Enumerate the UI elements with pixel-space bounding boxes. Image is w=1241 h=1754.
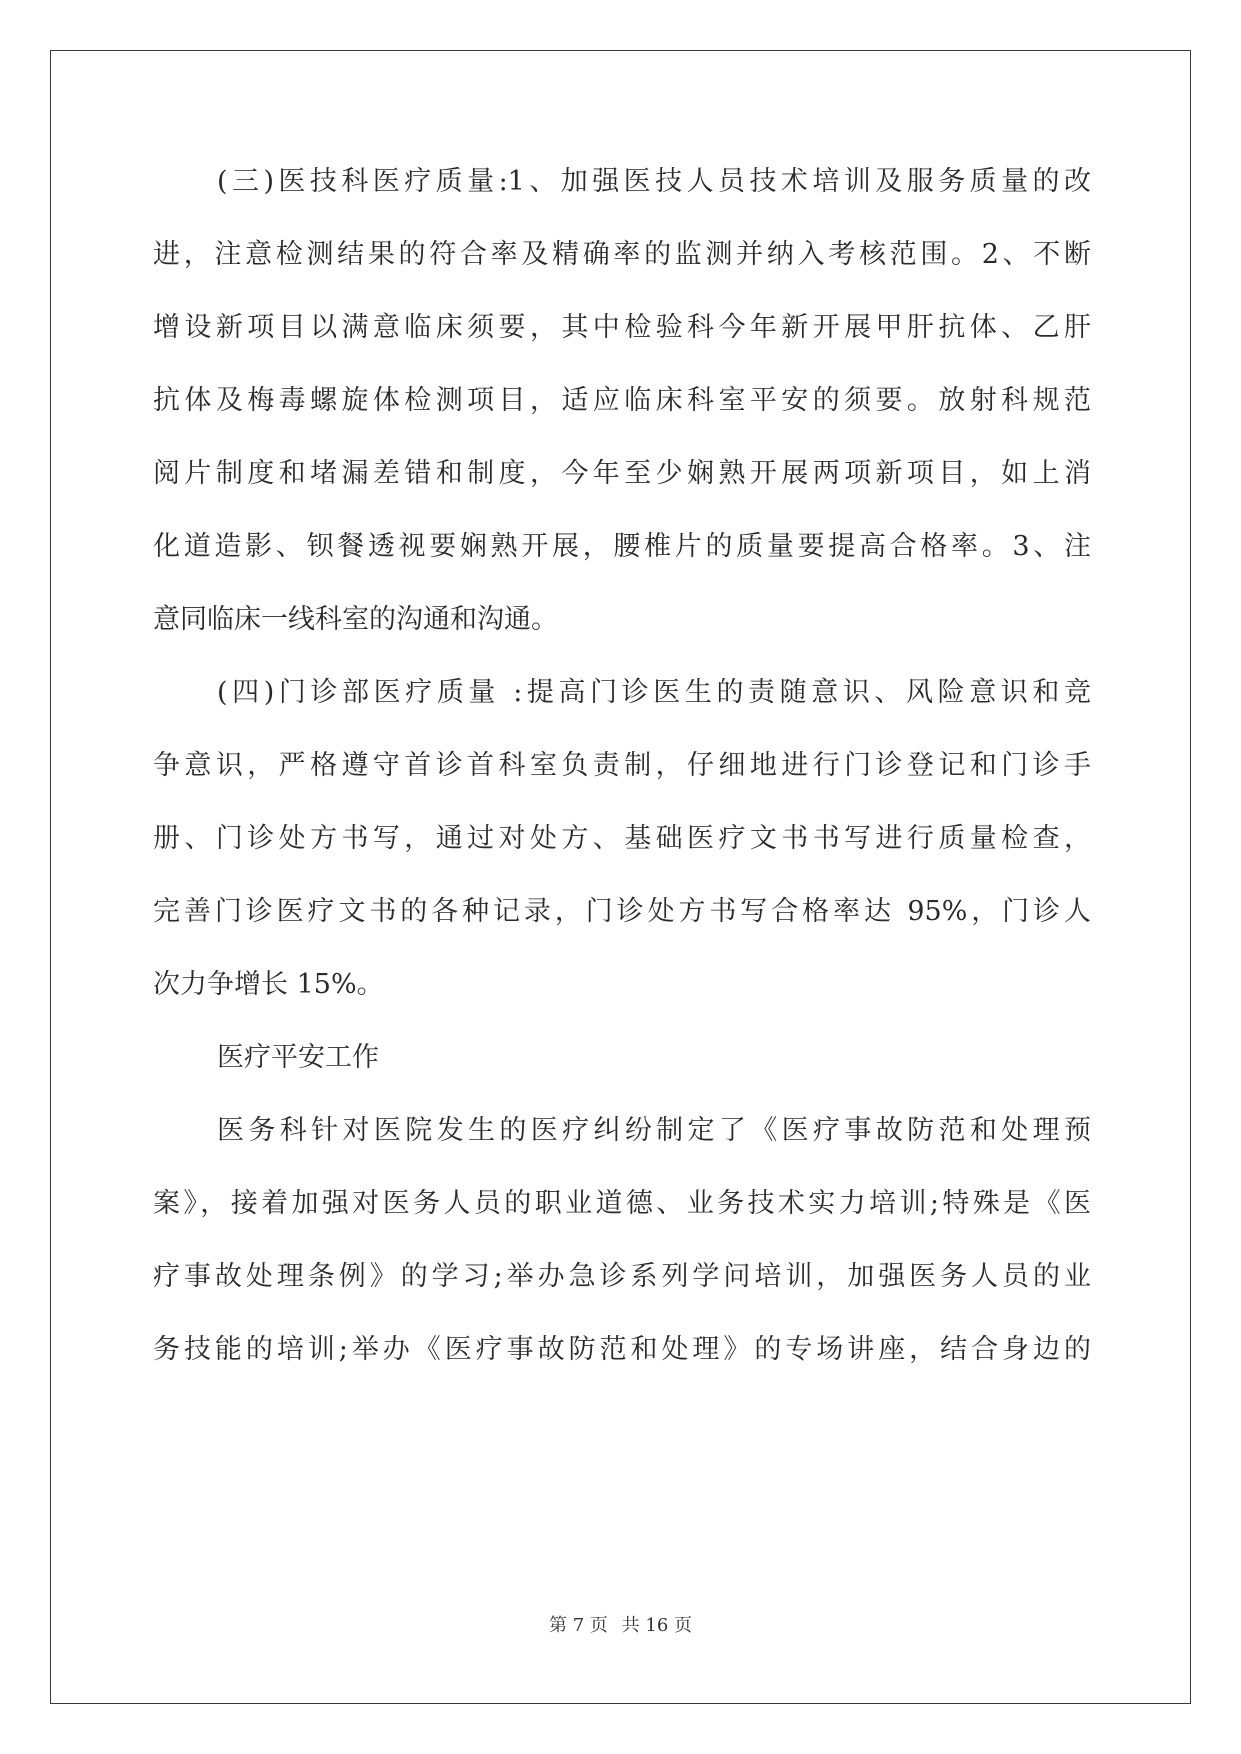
text-line: 抗体及梅毒螺旋体检测项目，适应临床科室平安的须要。放射科规范: [153, 385, 1091, 416]
text-line: 意同临床一线科室的沟通和沟通。: [153, 604, 558, 635]
text-line: 化道造影、钡餐透视要娴熟开展，腰椎片的质量要提高合格率。3、注: [153, 531, 1091, 562]
text-line: 务技能的培训;举办《医疗事故防范和处理》的专场讲座，结合身边的: [153, 1334, 1091, 1365]
page-number: 第 7 页: [549, 1615, 608, 1636]
text-line: 案》，接着加强对医务人员的职业道德、业务技术实力培训;特殊是《医: [153, 1188, 1091, 1219]
text-line: 增设新项目以满意临床须要，其中检验科今年新开展甲肝抗体、乙肝: [153, 312, 1091, 343]
section-heading: 医疗平安工作: [217, 1042, 379, 1073]
text-line: 册、门诊处方书写，通过对处方、基础医疗文书书写进行质量检查，: [153, 823, 1091, 854]
text-line: 进，注意检测结果的符合率及精确率的监测并纳入考核范围。2、不断: [153, 239, 1091, 270]
text-line: (三)医技科医疗质量:1、加强医技人员技术培训及服务质量的改: [217, 166, 1091, 197]
text-line: 阅片制度和堵漏差错和制度，今年至少娴熟开展两项新项目，如上消: [153, 458, 1091, 489]
text-line: 次力争增长 15%。: [153, 969, 384, 1000]
text-line: 疗事故处理条例》的学习;举办急诊系列学问培训，加强医务人员的业: [153, 1261, 1091, 1292]
text-line: 争意识，严格遵守首诊首科室负责制，仔细地进行门诊登记和门诊手: [153, 750, 1091, 781]
page-border: [50, 50, 1191, 1704]
text-line: 完善门诊医疗文书的各种记录，门诊处方书写合格率达 95%，门诊人: [153, 896, 1091, 927]
text-line: 医务科针对医院发生的医疗纠纷制定了《医疗事故防范和处理预: [217, 1115, 1091, 1146]
page-total: 共 16 页: [621, 1615, 692, 1636]
text-line: (四)门诊部医疗质量 :提高门诊医生的责随意识、风险意识和竞: [217, 677, 1091, 708]
page-footer: [0, 1614, 1241, 1638]
